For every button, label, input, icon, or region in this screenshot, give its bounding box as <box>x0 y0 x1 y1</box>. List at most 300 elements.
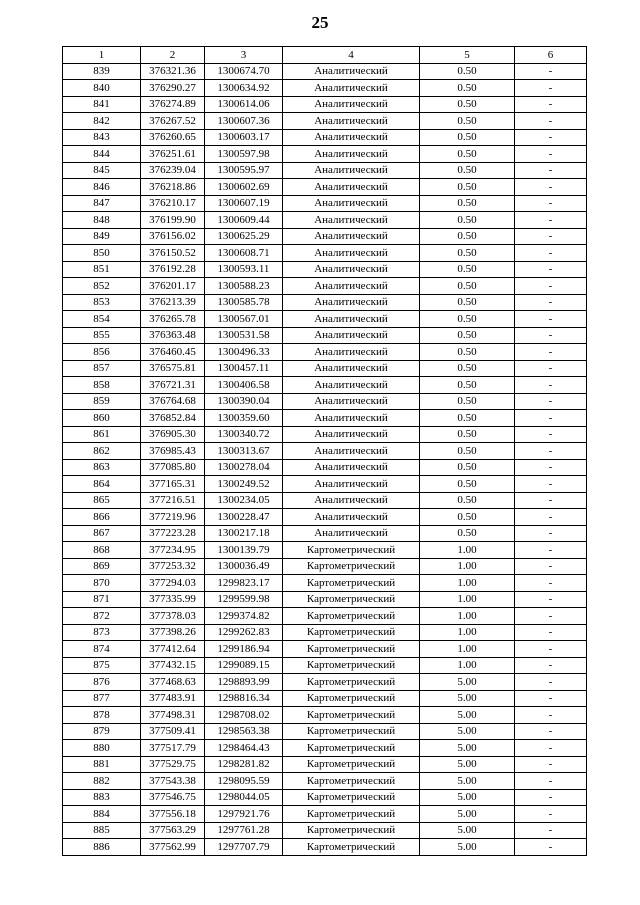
accuracy-cell: 0.50 <box>420 278 515 295</box>
accuracy-cell: 1.00 <box>420 558 515 575</box>
point-number-cell: 869 <box>63 558 141 575</box>
y-coordinate-cell: 1300608.71 <box>205 245 283 262</box>
x-coordinate-cell: 377085.80 <box>141 459 205 476</box>
note-cell: - <box>515 410 587 427</box>
table-row <box>63 575 587 592</box>
accuracy-cell: 0.50 <box>420 261 515 278</box>
note-cell: - <box>515 756 587 773</box>
x-coordinate-cell: 377294.03 <box>141 575 205 592</box>
x-coordinate-cell: 376218.86 <box>141 179 205 196</box>
y-coordinate-cell: 1300634.92 <box>205 80 283 97</box>
table-row <box>63 278 587 295</box>
y-coordinate-cell: 1300585.78 <box>205 294 283 311</box>
point-number-cell: 855 <box>63 327 141 344</box>
x-coordinate-cell: 376150.52 <box>141 245 205 262</box>
x-coordinate-cell: 376213.39 <box>141 294 205 311</box>
point-number-cell: 851 <box>63 261 141 278</box>
y-coordinate-cell: 1299823.17 <box>205 575 283 592</box>
accuracy-cell: 0.50 <box>420 80 515 97</box>
x-coordinate-cell: 377517.79 <box>141 740 205 757</box>
accuracy-cell: 0.50 <box>420 311 515 328</box>
method-cell: Картометрический <box>283 690 420 707</box>
x-coordinate-cell: 377335.99 <box>141 591 205 608</box>
point-number-cell: 867 <box>63 525 141 542</box>
table-row <box>63 212 587 229</box>
method-cell: Аналитический <box>283 492 420 509</box>
accuracy-cell: 0.50 <box>420 443 515 460</box>
accuracy-cell: 0.50 <box>420 212 515 229</box>
x-coordinate-cell: 376575.81 <box>141 360 205 377</box>
point-number-cell: 880 <box>63 740 141 757</box>
x-coordinate-cell: 377546.75 <box>141 789 205 806</box>
table-row <box>63 113 587 130</box>
table-row <box>63 509 587 526</box>
table-row <box>63 839 587 856</box>
method-cell: Аналитический <box>283 212 420 229</box>
method-cell: Картометрический <box>283 707 420 724</box>
method-cell: Аналитический <box>283 426 420 443</box>
method-cell: Картометрический <box>283 822 420 839</box>
table-row <box>63 443 587 460</box>
point-number-cell: 858 <box>63 377 141 394</box>
accuracy-cell: 0.50 <box>420 63 515 80</box>
coordinates-table <box>62 46 587 856</box>
method-cell: Картометрический <box>283 542 420 559</box>
method-cell: Картометрический <box>283 756 420 773</box>
note-cell: - <box>515 146 587 163</box>
table-header-row <box>63 47 587 64</box>
accuracy-cell: 1.00 <box>420 542 515 559</box>
table-row <box>63 146 587 163</box>
x-coordinate-cell: 377165.31 <box>141 476 205 493</box>
accuracy-cell: 0.50 <box>420 245 515 262</box>
y-coordinate-cell: 1299186.94 <box>205 641 283 658</box>
accuracy-cell: 5.00 <box>420 773 515 790</box>
method-cell: Картометрический <box>283 773 420 790</box>
note-cell: - <box>515 822 587 839</box>
point-number-cell: 864 <box>63 476 141 493</box>
table-row <box>63 459 587 476</box>
accuracy-cell: 0.50 <box>420 344 515 361</box>
point-number-cell: 870 <box>63 575 141 592</box>
y-coordinate-cell: 1300234.05 <box>205 492 283 509</box>
y-coordinate-cell: 1299599.98 <box>205 591 283 608</box>
note-cell: - <box>515 80 587 97</box>
point-number-cell: 883 <box>63 789 141 806</box>
method-cell: Аналитический <box>283 63 420 80</box>
table-row <box>63 261 587 278</box>
accuracy-cell: 5.00 <box>420 756 515 773</box>
column-header: 3 <box>205 47 283 64</box>
note-cell: - <box>515 327 587 344</box>
table-row <box>63 674 587 691</box>
note-cell: - <box>515 674 587 691</box>
table-row <box>63 311 587 328</box>
point-number-cell: 842 <box>63 113 141 130</box>
y-coordinate-cell: 1299374.82 <box>205 608 283 625</box>
y-coordinate-cell: 1300406.58 <box>205 377 283 394</box>
y-coordinate-cell: 1300593.11 <box>205 261 283 278</box>
y-coordinate-cell: 1300607.19 <box>205 195 283 212</box>
page-number: 25 <box>311 13 329 32</box>
point-number-cell: 865 <box>63 492 141 509</box>
y-coordinate-cell: 1300567.01 <box>205 311 283 328</box>
table-row <box>63 228 587 245</box>
y-coordinate-cell: 1300278.04 <box>205 459 283 476</box>
note-cell: - <box>515 261 587 278</box>
x-coordinate-cell: 376192.28 <box>141 261 205 278</box>
y-coordinate-cell: 1300390.04 <box>205 393 283 410</box>
method-cell: Аналитический <box>283 410 420 427</box>
x-coordinate-cell: 377412.64 <box>141 641 205 658</box>
y-coordinate-cell: 1300531.58 <box>205 327 283 344</box>
method-cell: Аналитический <box>283 179 420 196</box>
note-cell: - <box>515 773 587 790</box>
table-row <box>63 492 587 509</box>
accuracy-cell: 5.00 <box>420 707 515 724</box>
y-coordinate-cell: 1298095.59 <box>205 773 283 790</box>
note-cell: - <box>515 459 587 476</box>
method-cell: Аналитический <box>283 459 420 476</box>
note-cell: - <box>515 426 587 443</box>
note-cell: - <box>515 393 587 410</box>
method-cell: Аналитический <box>283 327 420 344</box>
point-number-cell: 839 <box>63 63 141 80</box>
point-number-cell: 849 <box>63 228 141 245</box>
note-cell: - <box>515 707 587 724</box>
point-number-cell: 841 <box>63 96 141 113</box>
method-cell: Аналитический <box>283 261 420 278</box>
x-coordinate-cell: 376274.89 <box>141 96 205 113</box>
method-cell: Аналитический <box>283 393 420 410</box>
table-row <box>63 525 587 542</box>
method-cell: Аналитический <box>283 311 420 328</box>
table-body <box>63 63 587 855</box>
table-row <box>63 245 587 262</box>
x-coordinate-cell: 376265.78 <box>141 311 205 328</box>
x-coordinate-cell: 377432.15 <box>141 657 205 674</box>
point-number-cell: 859 <box>63 393 141 410</box>
point-number-cell: 872 <box>63 608 141 625</box>
accuracy-cell: 1.00 <box>420 591 515 608</box>
method-cell: Картометрический <box>283 657 420 674</box>
note-cell: - <box>515 443 587 460</box>
x-coordinate-cell: 377378.03 <box>141 608 205 625</box>
y-coordinate-cell: 1300496.33 <box>205 344 283 361</box>
x-coordinate-cell: 377509.41 <box>141 723 205 740</box>
point-number-cell: 847 <box>63 195 141 212</box>
x-coordinate-cell: 376460.45 <box>141 344 205 361</box>
table-row <box>63 641 587 658</box>
note-cell: - <box>515 129 587 146</box>
method-cell: Картометрический <box>283 740 420 757</box>
x-coordinate-cell: 377483.91 <box>141 690 205 707</box>
note-cell: - <box>515 63 587 80</box>
note-cell: - <box>515 96 587 113</box>
y-coordinate-cell: 1297707.79 <box>205 839 283 856</box>
x-coordinate-cell: 377562.99 <box>141 839 205 856</box>
note-cell: - <box>515 690 587 707</box>
point-number-cell: 871 <box>63 591 141 608</box>
accuracy-cell: 0.50 <box>420 146 515 163</box>
table-row <box>63 294 587 311</box>
note-cell: - <box>515 476 587 493</box>
y-coordinate-cell: 1300217.18 <box>205 525 283 542</box>
point-number-cell: 852 <box>63 278 141 295</box>
accuracy-cell: 5.00 <box>420 690 515 707</box>
point-number-cell: 878 <box>63 707 141 724</box>
point-number-cell: 873 <box>63 624 141 641</box>
x-coordinate-cell: 376260.65 <box>141 129 205 146</box>
note-cell: - <box>515 492 587 509</box>
method-cell: Аналитический <box>283 113 420 130</box>
y-coordinate-cell: 1297921.76 <box>205 806 283 823</box>
table-row <box>63 63 587 80</box>
point-number-cell: 885 <box>63 822 141 839</box>
x-coordinate-cell: 377529.75 <box>141 756 205 773</box>
table-row <box>63 690 587 707</box>
method-cell: Аналитический <box>283 129 420 146</box>
table-row <box>63 558 587 575</box>
accuracy-cell: 5.00 <box>420 789 515 806</box>
method-cell: Аналитический <box>283 146 420 163</box>
x-coordinate-cell: 376764.68 <box>141 393 205 410</box>
note-cell: - <box>515 542 587 559</box>
y-coordinate-cell: 1297761.28 <box>205 822 283 839</box>
point-number-cell: 881 <box>63 756 141 773</box>
method-cell: Аналитический <box>283 525 420 542</box>
point-number-cell: 886 <box>63 839 141 856</box>
method-cell: Аналитический <box>283 278 420 295</box>
y-coordinate-cell: 1298044.05 <box>205 789 283 806</box>
y-coordinate-cell: 1300674.70 <box>205 63 283 80</box>
method-cell: Картометрический <box>283 806 420 823</box>
column-header: 2 <box>141 47 205 64</box>
accuracy-cell: 0.50 <box>420 377 515 394</box>
x-coordinate-cell: 377563.29 <box>141 822 205 839</box>
table-row <box>63 179 587 196</box>
table-row <box>63 162 587 179</box>
y-coordinate-cell: 1300609.44 <box>205 212 283 229</box>
accuracy-cell: 0.50 <box>420 179 515 196</box>
accuracy-cell: 0.50 <box>420 459 515 476</box>
note-cell: - <box>515 575 587 592</box>
y-coordinate-cell: 1300614.06 <box>205 96 283 113</box>
y-coordinate-cell: 1300036.49 <box>205 558 283 575</box>
x-coordinate-cell: 377543.38 <box>141 773 205 790</box>
method-cell: Аналитический <box>283 294 420 311</box>
x-coordinate-cell: 377556.18 <box>141 806 205 823</box>
accuracy-cell: 0.50 <box>420 525 515 542</box>
table-row <box>63 657 587 674</box>
table-row <box>63 80 587 97</box>
y-coordinate-cell: 1300588.23 <box>205 278 283 295</box>
x-coordinate-cell: 376239.04 <box>141 162 205 179</box>
x-coordinate-cell: 376363.48 <box>141 327 205 344</box>
point-number-cell: 882 <box>63 773 141 790</box>
accuracy-cell: 0.50 <box>420 113 515 130</box>
accuracy-cell: 0.50 <box>420 96 515 113</box>
table-row <box>63 426 587 443</box>
y-coordinate-cell: 1300597.98 <box>205 146 283 163</box>
point-number-cell: 854 <box>63 311 141 328</box>
x-coordinate-cell: 377398.26 <box>141 624 205 641</box>
note-cell: - <box>515 245 587 262</box>
method-cell: Аналитический <box>283 443 420 460</box>
accuracy-cell: 0.50 <box>420 360 515 377</box>
note-cell: - <box>515 591 587 608</box>
method-cell: Картометрический <box>283 591 420 608</box>
method-cell: Картометрический <box>283 789 420 806</box>
y-coordinate-cell: 1300607.36 <box>205 113 283 130</box>
x-coordinate-cell: 376201.17 <box>141 278 205 295</box>
y-coordinate-cell: 1300228.47 <box>205 509 283 526</box>
point-number-cell: 840 <box>63 80 141 97</box>
method-cell: Картометрический <box>283 558 420 575</box>
point-number-cell: 856 <box>63 344 141 361</box>
accuracy-cell: 1.00 <box>420 641 515 658</box>
accuracy-cell: 5.00 <box>420 839 515 856</box>
y-coordinate-cell: 1298464.43 <box>205 740 283 757</box>
x-coordinate-cell: 376721.31 <box>141 377 205 394</box>
note-cell: - <box>515 608 587 625</box>
table-row <box>63 377 587 394</box>
note-cell: - <box>515 641 587 658</box>
x-coordinate-cell: 377253.32 <box>141 558 205 575</box>
note-cell: - <box>515 624 587 641</box>
y-coordinate-cell: 1298708.02 <box>205 707 283 724</box>
note-cell: - <box>515 212 587 229</box>
point-number-cell: 862 <box>63 443 141 460</box>
y-coordinate-cell: 1300457.11 <box>205 360 283 377</box>
method-cell: Картометрический <box>283 839 420 856</box>
accuracy-cell: 1.00 <box>420 575 515 592</box>
table-row <box>63 822 587 839</box>
y-coordinate-cell: 1298281.82 <box>205 756 283 773</box>
method-cell: Аналитический <box>283 195 420 212</box>
accuracy-cell: 5.00 <box>420 806 515 823</box>
note-cell: - <box>515 839 587 856</box>
point-number-cell: 845 <box>63 162 141 179</box>
table-row <box>63 542 587 559</box>
y-coordinate-cell: 1300625.29 <box>205 228 283 245</box>
note-cell: - <box>515 657 587 674</box>
x-coordinate-cell: 376905.30 <box>141 426 205 443</box>
y-coordinate-cell: 1300249.52 <box>205 476 283 493</box>
table-row <box>63 393 587 410</box>
point-number-cell: 877 <box>63 690 141 707</box>
accuracy-cell: 0.50 <box>420 476 515 493</box>
point-number-cell: 874 <box>63 641 141 658</box>
accuracy-cell: 1.00 <box>420 657 515 674</box>
point-number-cell: 861 <box>63 426 141 443</box>
accuracy-cell: 5.00 <box>420 723 515 740</box>
y-coordinate-cell: 1300603.17 <box>205 129 283 146</box>
y-coordinate-cell: 1299089.15 <box>205 657 283 674</box>
accuracy-cell: 5.00 <box>420 740 515 757</box>
point-number-cell: 879 <box>63 723 141 740</box>
note-cell: - <box>515 509 587 526</box>
method-cell: Аналитический <box>283 344 420 361</box>
accuracy-cell: 0.50 <box>420 162 515 179</box>
method-cell: Аналитический <box>283 96 420 113</box>
table-row <box>63 327 587 344</box>
point-number-cell: 868 <box>63 542 141 559</box>
table-row <box>63 740 587 757</box>
method-cell: Картометрический <box>283 723 420 740</box>
x-coordinate-cell: 377216.51 <box>141 492 205 509</box>
y-coordinate-cell: 1298816.34 <box>205 690 283 707</box>
table-row <box>63 608 587 625</box>
note-cell: - <box>515 278 587 295</box>
x-coordinate-cell: 377223.28 <box>141 525 205 542</box>
x-coordinate-cell: 376251.61 <box>141 146 205 163</box>
table-row <box>63 723 587 740</box>
table-row <box>63 129 587 146</box>
point-number-cell: 863 <box>63 459 141 476</box>
note-cell: - <box>515 195 587 212</box>
x-coordinate-cell: 377234.95 <box>141 542 205 559</box>
y-coordinate-cell: 1299262.83 <box>205 624 283 641</box>
table-row <box>63 789 587 806</box>
table-row <box>63 806 587 823</box>
accuracy-cell: 0.50 <box>420 509 515 526</box>
note-cell: - <box>515 740 587 757</box>
note-cell: - <box>515 294 587 311</box>
note-cell: - <box>515 228 587 245</box>
accuracy-cell: 0.50 <box>420 129 515 146</box>
point-number-cell: 850 <box>63 245 141 262</box>
y-coordinate-cell: 1298563.38 <box>205 723 283 740</box>
accuracy-cell: 0.50 <box>420 327 515 344</box>
note-cell: - <box>515 723 587 740</box>
note-cell: - <box>515 806 587 823</box>
point-number-cell: 844 <box>63 146 141 163</box>
x-coordinate-cell: 376156.02 <box>141 228 205 245</box>
note-cell: - <box>515 360 587 377</box>
method-cell: Картометрический <box>283 641 420 658</box>
table-row <box>63 195 587 212</box>
accuracy-cell: 0.50 <box>420 492 515 509</box>
note-cell: - <box>515 558 587 575</box>
accuracy-cell: 5.00 <box>420 674 515 691</box>
x-coordinate-cell: 377498.31 <box>141 707 205 724</box>
table-row <box>63 773 587 790</box>
method-cell: Аналитический <box>283 509 420 526</box>
table-row <box>63 707 587 724</box>
column-header: 6 <box>515 47 587 64</box>
accuracy-cell: 1.00 <box>420 624 515 641</box>
note-cell: - <box>515 344 587 361</box>
table-row <box>63 344 587 361</box>
x-coordinate-cell: 377219.96 <box>141 509 205 526</box>
x-coordinate-cell: 376267.52 <box>141 113 205 130</box>
x-coordinate-cell: 376321.36 <box>141 63 205 80</box>
point-number-cell: 866 <box>63 509 141 526</box>
note-cell: - <box>515 789 587 806</box>
note-cell: - <box>515 525 587 542</box>
y-coordinate-cell: 1298893.99 <box>205 674 283 691</box>
accuracy-cell: 0.50 <box>420 228 515 245</box>
accuracy-cell: 0.50 <box>420 195 515 212</box>
x-coordinate-cell: 376290.27 <box>141 80 205 97</box>
method-cell: Картометрический <box>283 674 420 691</box>
table-row <box>63 624 587 641</box>
y-coordinate-cell: 1300595.97 <box>205 162 283 179</box>
method-cell: Аналитический <box>283 377 420 394</box>
table-row <box>63 360 587 377</box>
method-cell: Картометрический <box>283 575 420 592</box>
